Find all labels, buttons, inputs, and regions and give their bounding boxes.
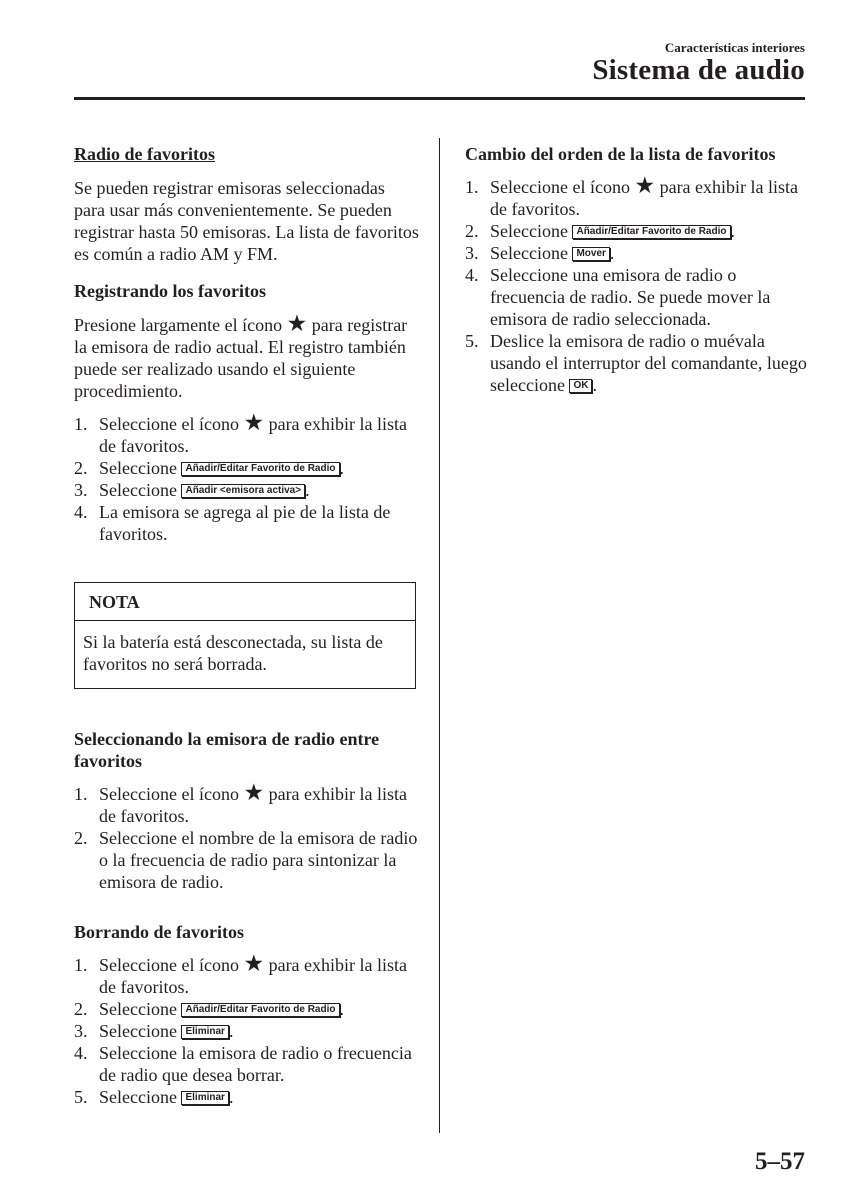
list-item bbox=[465, 173, 810, 220]
step-text: Seleccione bbox=[99, 1087, 177, 1107]
add-edit-favorite-button[interactable]: Añadir/Editar Favorito de Radio bbox=[181, 1003, 339, 1017]
period: . bbox=[592, 375, 597, 395]
add-edit-favorite-button[interactable]: Añadir/Editar Favorito de Radio bbox=[181, 462, 339, 476]
star-icon: ★ bbox=[634, 173, 656, 198]
note-body: Si la batería está desconectada, su lista de favoritos no será borrada. bbox=[83, 632, 383, 674]
page-title: Sistema de audio bbox=[592, 54, 805, 86]
step-text: Seleccione el nombre de la emisora de radio o la frecuencia de radio para sintonizar la emisora de radio. bbox=[99, 828, 418, 892]
list-item bbox=[74, 457, 419, 479]
period: . bbox=[339, 458, 344, 478]
step-text: Seleccione una emisora de radio o frecuencia de radio. Se puede mover la emisora de radio seleccionada. bbox=[490, 265, 771, 329]
star-icon: ★ bbox=[243, 410, 265, 435]
list-item bbox=[465, 220, 810, 242]
register-text-a: Presione largamente el ícono bbox=[74, 315, 283, 335]
right-column bbox=[465, 143, 810, 396]
column-divider bbox=[439, 138, 440, 1133]
delete-button[interactable]: Eliminar bbox=[181, 1025, 228, 1039]
star-icon: ★ bbox=[243, 780, 265, 805]
step-number: 2. bbox=[74, 828, 88, 848]
step-text: para exhibir la lista de favoritos. bbox=[99, 784, 408, 826]
step-text: Seleccione el ícono bbox=[99, 955, 239, 975]
step-text: Seleccione bbox=[99, 480, 177, 500]
list-item bbox=[74, 501, 419, 545]
add-edit-favorite-button[interactable]: Añadir/Editar Favorito de Radio bbox=[572, 225, 730, 239]
step-text: para exhibir la lista de favoritos. bbox=[99, 414, 408, 456]
step-text: Deslice la emisora de radio o muévala usando el interruptor del comandante, luego seleccione bbox=[490, 331, 807, 395]
step-text: Seleccione bbox=[99, 458, 177, 478]
note-header bbox=[75, 583, 415, 621]
step-number: 2. bbox=[465, 221, 479, 241]
step-number: 5. bbox=[74, 1087, 88, 1107]
note-box bbox=[74, 582, 416, 689]
note-title: NOTA bbox=[89, 592, 140, 612]
step-text: para exhibir la lista de favoritos. bbox=[99, 955, 408, 997]
heading-cambio-orden: Cambio del orden de la lista de favoritos bbox=[465, 144, 776, 164]
step-text: Seleccione el ícono bbox=[99, 414, 239, 434]
period: . bbox=[228, 1021, 234, 1041]
step-text: Seleccione bbox=[99, 999, 177, 1019]
list-item bbox=[465, 330, 810, 396]
step-number: 4. bbox=[74, 502, 88, 522]
step-number: 3. bbox=[74, 480, 88, 500]
step-number: 4. bbox=[74, 1043, 88, 1063]
step-text: Seleccione bbox=[490, 221, 568, 241]
step-text: La emisora se agrega al pie de la lista de favoritos. bbox=[99, 502, 391, 544]
step-number: 1. bbox=[74, 955, 88, 975]
step-number: 4. bbox=[465, 265, 479, 285]
left-column-lower bbox=[74, 728, 419, 1108]
list-item bbox=[74, 951, 419, 998]
period: . bbox=[609, 243, 615, 263]
star-icon: ★ bbox=[286, 311, 308, 336]
step-text: Seleccione la emisora de radio o frecuencia de radio que desea borrar. bbox=[99, 1043, 412, 1085]
heading-registrando: Registrando los favoritos bbox=[74, 281, 266, 301]
move-button[interactable]: Mover bbox=[572, 247, 609, 261]
list-item bbox=[74, 410, 419, 457]
period: . bbox=[228, 1087, 234, 1107]
step-number: 2. bbox=[74, 458, 88, 478]
step-number: 1. bbox=[465, 177, 479, 197]
list-item bbox=[74, 1020, 419, 1042]
reorder-steps bbox=[465, 173, 810, 396]
list-item bbox=[74, 827, 419, 893]
step-text: Seleccione el ícono bbox=[490, 177, 630, 197]
left-column bbox=[74, 143, 419, 545]
register-paragraph bbox=[74, 311, 419, 402]
heading-radio-favoritos: Radio de favoritos bbox=[74, 144, 215, 164]
star-icon: ★ bbox=[243, 951, 265, 976]
step-number: 5. bbox=[465, 331, 479, 351]
step-number: 1. bbox=[74, 414, 88, 434]
list-item bbox=[74, 479, 419, 501]
list-item bbox=[74, 998, 419, 1020]
list-item bbox=[74, 780, 419, 827]
step-text: Seleccione el ícono bbox=[99, 784, 239, 804]
list-item bbox=[74, 1042, 419, 1086]
period: . bbox=[305, 480, 310, 500]
heading-borrando: Borrando de favoritos bbox=[74, 922, 244, 942]
list-item bbox=[465, 242, 810, 264]
step-text: para exhibir la lista de favoritos. bbox=[490, 177, 799, 219]
select-steps bbox=[74, 780, 419, 893]
list-item bbox=[465, 264, 810, 330]
register-text-b: para registrar la emisora de radio actual. El registro también puede ser realizado usando el siguiente procedimiento. bbox=[74, 315, 408, 401]
delete-steps bbox=[74, 951, 419, 1108]
list-item bbox=[74, 1086, 419, 1108]
step-text: Seleccione bbox=[490, 243, 568, 263]
register-steps bbox=[74, 410, 419, 545]
section-label: Características interiores bbox=[664, 40, 805, 55]
step-text: Seleccione bbox=[99, 1021, 177, 1041]
period: . bbox=[730, 221, 735, 241]
step-number: 1. bbox=[74, 784, 88, 804]
step-number: 3. bbox=[465, 243, 479, 263]
add-current-station-button[interactable]: Añadir <emisora activa> bbox=[181, 484, 305, 498]
page-number: 5–57 bbox=[755, 1148, 805, 1175]
intro-paragraph: Se pueden registrar emisoras seleccionadas para usar más convenientemente. Se pueden registrar hasta 50 emisoras. La lista de favoritos es común a radio AM y FM. bbox=[74, 178, 419, 264]
step-number: 2. bbox=[74, 999, 88, 1019]
period: . bbox=[339, 999, 344, 1019]
header-rule bbox=[74, 97, 805, 100]
heading-seleccionando: Seleccionando la emisora de radio entre favoritos bbox=[74, 729, 380, 771]
step-number: 3. bbox=[74, 1021, 88, 1041]
ok-button[interactable]: OK bbox=[569, 379, 592, 393]
delete-button[interactable]: Eliminar bbox=[181, 1091, 228, 1105]
